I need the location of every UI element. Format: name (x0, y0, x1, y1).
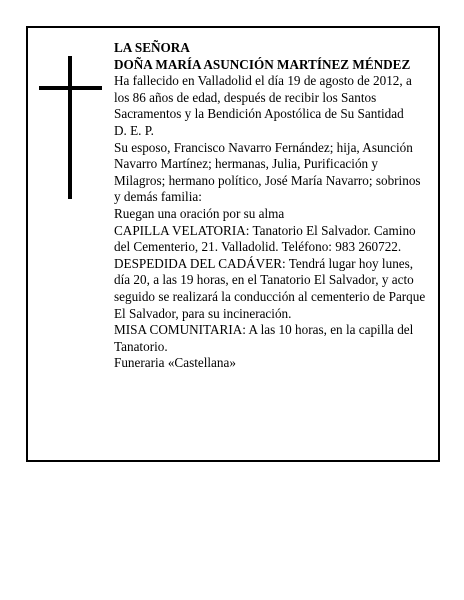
prayer-line: Ruegan una oración por su alma (114, 205, 285, 221)
farewell-label: DESPEDIDA DEL CADÁVER: (114, 255, 286, 271)
funeral-home: Funeraria «Castellana» (114, 355, 236, 371)
obituary-notice (26, 26, 440, 462)
chapel-paragraph (114, 223, 430, 256)
farewell-text: Tendrá lugar hoy lunes, día 20, a las 19 horas, en el Tanatorio El Salvador, y acto seguido se realizará la conducción al cementerio de Parque El Salvador, para su incineración. (114, 255, 426, 321)
intro-line: LA SEÑORA (114, 40, 190, 55)
obituary-text (114, 40, 430, 372)
mass-label: MISA COMUNITARIA: (114, 322, 246, 338)
cross-icon-bar (39, 86, 102, 90)
chapel-text: Tanatorio El Salvador. Camino del Cementerio, 21. Valladolid. Teléfono: 983 260722. (114, 222, 416, 255)
family-paragraph: Su esposo, Francisco Navarro Fernández; hija, Asunción Navarro Martínez; hermanas, Julia, Purificación y Milagros; hermano político, José María Navarro; sobrinos y demás familia: (114, 139, 421, 205)
death-paragraph: Ha fallecido en Valladolid el día 19 de agosto de 2012, a los 86 años de edad, después de recibir los Santos Sacramentos y la Bendición Apostólica de Su Santidad (114, 73, 412, 122)
mass-text: A las 10 horas, en la capilla del Tanatorio. (114, 322, 414, 354)
deceased-name: DOÑA MARÍA ASUNCIÓN MARTÍNEZ MÉNDEZ (114, 56, 411, 72)
mass-paragraph (114, 322, 430, 355)
chapel-label: CAPILLA VELATORIA: (114, 222, 250, 238)
cross-icon (68, 56, 72, 199)
farewell-paragraph (114, 256, 430, 322)
rip-line: D. E. P. (114, 122, 154, 138)
